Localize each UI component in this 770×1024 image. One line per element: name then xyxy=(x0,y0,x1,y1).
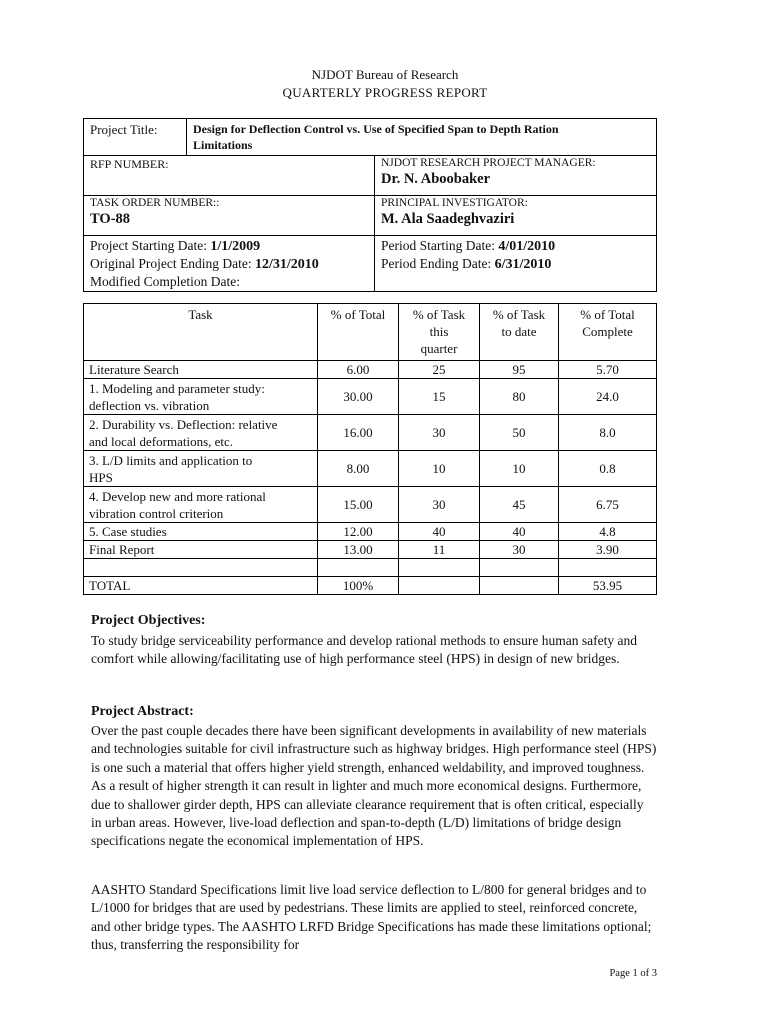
period-start-label: Period Starting Date: xyxy=(381,238,499,253)
header-pct-complete xyxy=(559,304,657,361)
period-end-line xyxy=(381,255,650,273)
header-pct-total: % of Total xyxy=(318,304,399,361)
header-pct-quarter-l1: % of Task xyxy=(412,307,466,322)
pct-complete: 4.8 xyxy=(559,523,657,541)
pct-complete: 8.0 xyxy=(559,415,657,451)
header-pct-complete-l1: % of Total xyxy=(580,307,635,322)
pct-to-date: 10 xyxy=(480,451,559,487)
pct-total: 8.00 xyxy=(318,451,399,487)
pct-complete: 5.70 xyxy=(559,361,657,379)
abstract-paragraph-2: AASHTO Standard Specifications limit live load service deflection to L/800 for general bridges and to L/1000 for bridges that are used by pedestrians. These limits are applied to steel, reinforced concrete, and other bridge types. The AASHTO LRFD Bridge Specifications has made these limitations optional; thus, transferring the responsibility for xyxy=(91,882,652,953)
bureau-title: NJDOT Bureau of Research xyxy=(311,67,459,82)
pct-to-date: 80 xyxy=(480,379,559,415)
project-info-box xyxy=(83,118,657,292)
period-dates-cell xyxy=(375,236,656,291)
task-order-pi-row xyxy=(84,196,656,236)
header-pct-to-date-l1: % of Task xyxy=(492,307,546,322)
task-name-l2: vibration control criterion xyxy=(89,505,224,521)
project-start-line xyxy=(90,237,368,255)
task-name: 5. Case studies xyxy=(84,523,318,541)
abstract-paragraph-1: Over the past couple decades there have been significant developments in availability of new materials and technologies suitable for civil infrastructure such as highway bridges. High performance steel (HPS) is one such a material that offers higher yield strength, enhanced weldability, and improved toughness. As a result of higher strength it can result in lighter and much more economical designs. Furthermore, due to shallower girder depth, HPS can alleviate clearance requirement that is often critical, especially in urban areas. However, live-load deflection and span-to-depth (L/D) limitations of bridge design specifications negate the economical implementation of HPS. xyxy=(91,723,657,849)
report-title: QUARTERLY PROGRESS REPORT xyxy=(282,85,488,100)
pct-quarter: 11 xyxy=(399,541,480,559)
task-progress-table xyxy=(83,303,657,595)
pct-to-date: 40 xyxy=(480,523,559,541)
pct-complete: 24.0 xyxy=(559,379,657,415)
project-end-line xyxy=(90,255,368,273)
pct-quarter: 10 xyxy=(399,451,480,487)
pct-total: 16.00 xyxy=(318,415,399,451)
pct-quarter: 30 xyxy=(399,415,480,451)
header-pct-quarter xyxy=(399,304,480,361)
dates-row xyxy=(84,236,656,291)
pct-complete: 0.8 xyxy=(559,451,657,487)
manager-value: Dr. N. Aboobaker xyxy=(381,171,491,187)
task-name xyxy=(84,379,318,415)
pct-to-date: 95 xyxy=(480,361,559,379)
table-row xyxy=(84,415,657,451)
pct-quarter: 25 xyxy=(399,361,480,379)
header-pct-to-date xyxy=(480,304,559,361)
pi-value: M. Ala Saadeghvaziri xyxy=(381,211,515,227)
period-end-label: Period Ending Date: xyxy=(381,256,495,271)
project-start-value: 1/1/2009 xyxy=(210,239,261,254)
pi-label: PRINCIPAL INVESTIGATOR: xyxy=(381,197,528,209)
manager-label: NJDOT RESEARCH PROJECT MANAGER: xyxy=(381,157,596,169)
rfp-number-label: RFP NUMBER: xyxy=(84,156,375,195)
task-name xyxy=(84,487,318,523)
task-order-cell xyxy=(84,196,375,235)
objectives-text: To study bridge serviceability performance and develop rational methods to ensure human safety and comfort while allowing/facilitating use of high performance steel (HPS) in design of new bridges. xyxy=(91,633,638,667)
task-order-label: TASK ORDER NUMBER:: xyxy=(90,197,220,209)
period-end-value: 6/31/2010 xyxy=(494,257,552,272)
total-pct-total: 100% xyxy=(318,577,399,595)
table-header-row xyxy=(84,304,657,361)
manager-cell xyxy=(375,156,656,195)
task-name xyxy=(84,415,318,451)
header-pct-to-date-l2: to date xyxy=(501,324,537,339)
table-row xyxy=(84,451,657,487)
pct-to-date: 50 xyxy=(480,415,559,451)
period-start-line xyxy=(381,237,650,255)
task-name: Final Report xyxy=(84,541,318,559)
header-pct-quarter-l3: quarter xyxy=(420,341,458,356)
header-pct-quarter-l2: this xyxy=(429,324,449,339)
project-start-label: Project Starting Date: xyxy=(90,238,211,253)
task-name-l1: 1. Modeling and parameter study: xyxy=(89,380,265,396)
total-pct-complete: 53.95 xyxy=(559,577,657,595)
pct-total: 15.00 xyxy=(318,487,399,523)
table-row xyxy=(84,361,657,379)
table-blank-row xyxy=(84,559,657,577)
project-title-line-2: Limitations xyxy=(193,138,253,152)
pct-total: 30.00 xyxy=(318,379,399,415)
total-label: TOTAL xyxy=(84,577,318,595)
project-end-label: Original Project Ending Date: xyxy=(90,256,255,271)
table-row xyxy=(84,379,657,415)
pct-to-date: 45 xyxy=(480,487,559,523)
project-title-value xyxy=(187,119,656,155)
header-task: Task xyxy=(84,304,318,361)
pct-total: 6.00 xyxy=(318,361,399,379)
pct-total: 12.00 xyxy=(318,523,399,541)
project-dates-cell xyxy=(84,236,375,291)
page-number: Page 1 of 3 xyxy=(609,968,657,979)
task-order-value: TO-88 xyxy=(90,211,131,227)
task-name-l2: and local deformations, etc. xyxy=(89,433,234,449)
task-name xyxy=(84,451,318,487)
objectives-title: Project Objectives: xyxy=(91,613,206,628)
modified-completion-label: Modified Completion Date: xyxy=(90,274,240,289)
period-start-value: 4/01/2010 xyxy=(498,239,556,254)
header-pct-complete-l2: Complete xyxy=(582,324,633,339)
task-name-l2: deflection vs. vibration xyxy=(89,397,210,413)
project-title-line-1: Design for Deflection Control vs. Use of Specified Span to Depth Ration xyxy=(193,122,559,136)
table-row xyxy=(84,541,657,559)
pct-quarter: 30 xyxy=(399,487,480,523)
project-title-label: Project Title: xyxy=(84,119,187,155)
pi-cell xyxy=(375,196,656,235)
pct-complete: 3.90 xyxy=(559,541,657,559)
project-title-row xyxy=(84,119,656,156)
rfp-manager-row xyxy=(84,156,656,196)
pct-quarter: 15 xyxy=(399,379,480,415)
table-total-row xyxy=(84,577,657,595)
task-name-l1: 4. Develop new and more rational xyxy=(89,488,266,504)
pct-complete: 6.75 xyxy=(559,487,657,523)
project-end-value: 12/31/2010 xyxy=(254,257,319,272)
abstract-title: Project Abstract: xyxy=(91,704,194,719)
pct-to-date: 30 xyxy=(480,541,559,559)
task-name-l1: 2. Durability vs. Deflection: relative xyxy=(89,416,278,432)
task-name-l1: 3. L/D limits and application to xyxy=(89,452,253,468)
table-row xyxy=(84,523,657,541)
task-name: Literature Search xyxy=(84,361,318,379)
table-row xyxy=(84,487,657,523)
pct-total: 13.00 xyxy=(318,541,399,559)
pct-quarter: 40 xyxy=(399,523,480,541)
task-name-l2: HPS xyxy=(89,469,113,485)
